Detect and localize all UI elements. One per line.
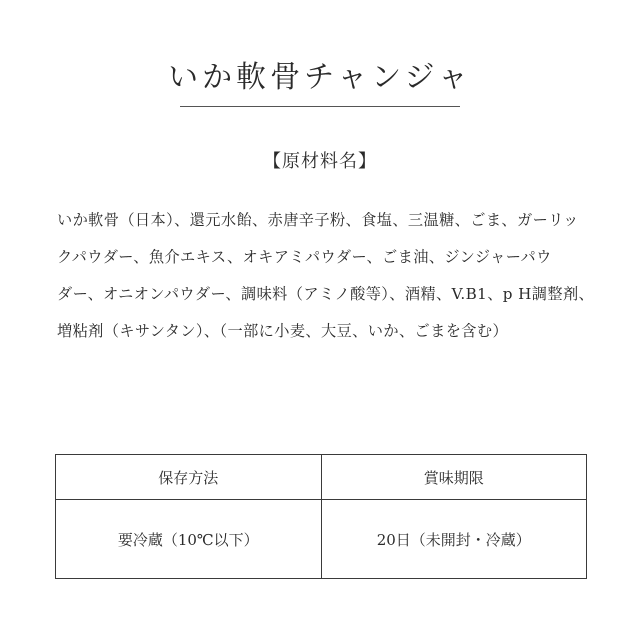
storage-method-header: 保存方法	[56, 455, 322, 500]
title-underline	[180, 106, 460, 107]
storage-info-table	[55, 454, 587, 579]
storage-method-value: 要冷蔵（10℃以下）	[56, 500, 322, 579]
ingredients-line: 増粘剤（キサンタン）、（一部に小麦、大豆、いか、ごまを含む）	[57, 322, 509, 340]
table-row	[56, 500, 587, 579]
best-before-header: 賞味期限	[321, 455, 587, 500]
ingredients-line: いか軟骨（日本）、還元水飴、赤唐辛子粉、食塩、三温糖、ごま、ガーリッ	[57, 211, 579, 229]
table-header-row	[56, 455, 587, 500]
product-title: いか軟骨チャンジャ	[168, 60, 472, 95]
best-before-value: 20日（未開封・冷蔵）	[321, 500, 587, 579]
ingredients-line: クパウダー、魚介エキス、オキアミパウダー、ごま油、ジンジャーパウ	[57, 248, 552, 266]
ingredients-list	[57, 202, 599, 350]
ingredients-line: ダー、オニオンパウダー、調味料（アミノ酸等）、酒精、V.B1、p H調整剤、	[57, 285, 595, 303]
ingredients-heading: 【原材料名】	[263, 151, 377, 172]
